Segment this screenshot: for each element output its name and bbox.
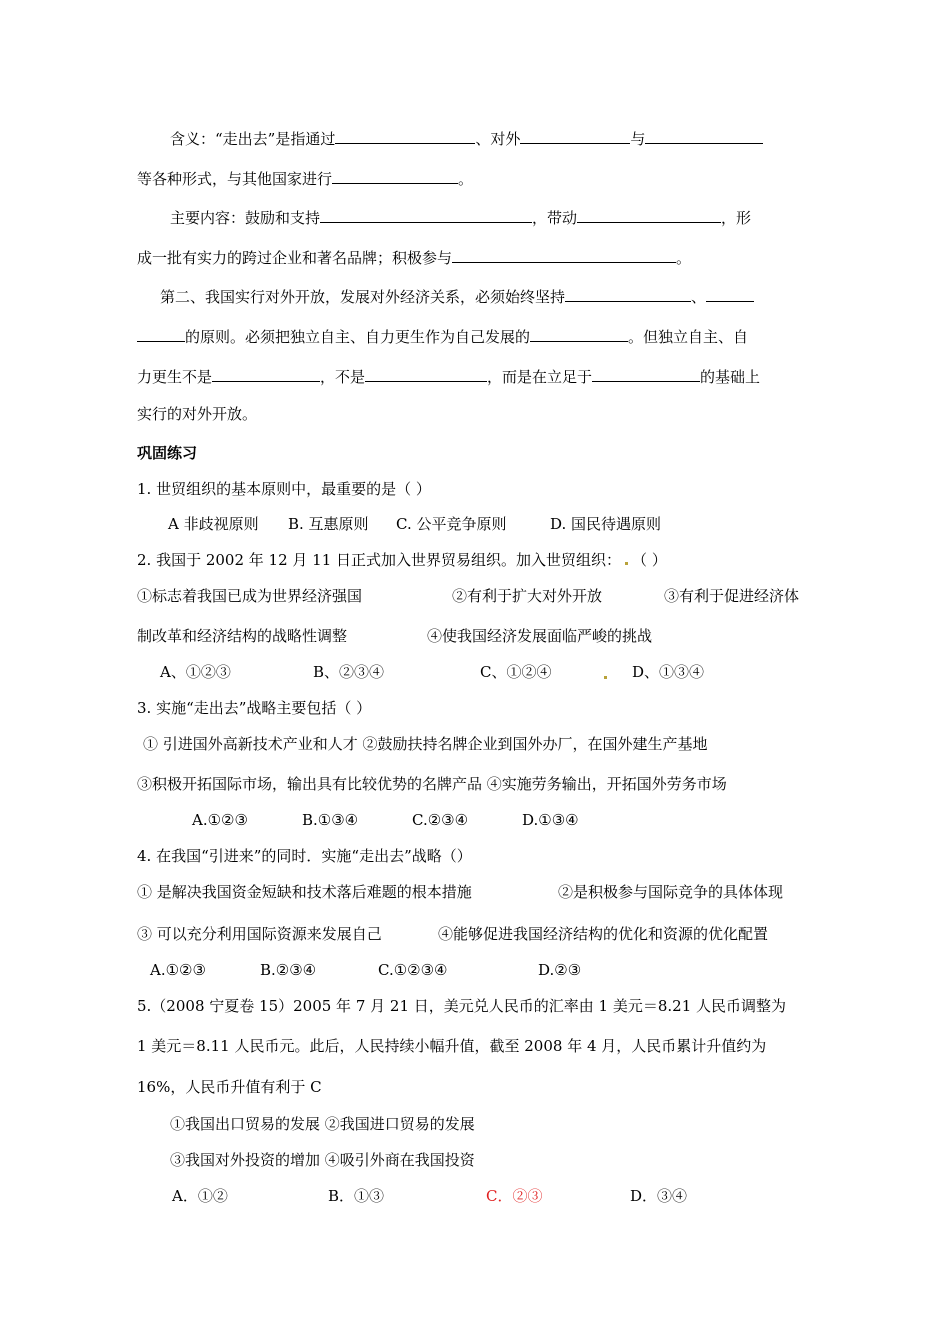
- text: ，形: [721, 209, 752, 227]
- q5-stem-line-3: 16%，人民币升值有利于 C: [137, 1078, 322, 1096]
- q5-option-a: A．①②: [172, 1187, 228, 1205]
- q5-stem-line-2: 1 美元＝8.11 人民币元。此后，人民持续小幅升值，截至 2008 年 4 月，人民币累计升值约为: [137, 1037, 767, 1055]
- q4-option-d: D.②③: [538, 961, 582, 979]
- blank: [332, 167, 458, 184]
- q2-option-d: D、①③④: [632, 663, 705, 681]
- q3-option-d: D.①③④: [522, 811, 579, 829]
- blank: [320, 206, 532, 223]
- blank: [565, 285, 691, 302]
- q2-statement-1: ①标志着我国已成为世界经济强国: [137, 587, 363, 605]
- q5-option-b: B．①③: [328, 1187, 385, 1205]
- text: 等各种形式，与其他国家进行: [137, 170, 333, 188]
- q4-statement-1: ① 是解决我国资金短缺和技术落后难题的根本措施: [137, 883, 472, 901]
- q3-stem: 3. 实施“走出去”战略主要包括（ ）: [137, 699, 372, 717]
- text: 含义：“走出去”是指通过: [170, 130, 336, 148]
- text: ，而是在立足于: [487, 368, 593, 386]
- text: 2. 我国于 2002 年 12 月 11 日正式加入世界贸易组织。加入世贸组织：: [137, 551, 622, 569]
- q3-option-c: C.②③④: [412, 811, 469, 829]
- q2-stem: [137, 550, 667, 570]
- blank: [520, 127, 630, 144]
- mark-dot: [604, 676, 607, 679]
- blank: [452, 246, 676, 263]
- meaning-line-1: [170, 127, 763, 149]
- text: 、: [691, 288, 707, 306]
- text: 第二、我国实行对外开放，发展对外经济关系，必须始终坚持: [160, 288, 566, 306]
- content-line-1: [170, 206, 751, 228]
- q5-option-c-answer: C．②③: [486, 1187, 543, 1205]
- q2-statement-2: ②有利于扩大对外开放: [452, 587, 603, 605]
- q4-stem: 4. 在我国“引进来”的同时．实施“走出去”战略（）: [137, 847, 472, 865]
- text: 主要内容：鼓励和支持: [170, 209, 321, 227]
- q3-option-a: A.①②③: [192, 811, 248, 829]
- blank: [592, 365, 700, 382]
- blank: [706, 285, 754, 302]
- q2-option-b: B、②③④: [313, 663, 385, 681]
- text: 与: [630, 130, 646, 148]
- second-line-4: 实行的对外开放。: [137, 405, 258, 423]
- q5-option-d: D．③④: [630, 1187, 688, 1205]
- q2-statement-3-cont: 制改革和经济结构的战略性调整: [137, 627, 348, 645]
- exercise-title: 巩固练习: [137, 444, 198, 462]
- second-line-3: [137, 365, 760, 387]
- q3-option-b: B.①③④: [302, 811, 359, 829]
- q5-stem-line-1: 5.（2008 宁夏卷 15）2005 年 7 月 21 日，美元兑人民币的汇率由 1 美元＝8.21 人民币调整为: [137, 997, 787, 1015]
- blank: [645, 127, 763, 144]
- q1-option-a: A 非歧视原则: [168, 515, 259, 533]
- q1-stem: 1. 世贸组织的基本原则中，最重要的是（ ）: [137, 480, 431, 498]
- mark-dot: [625, 562, 628, 565]
- q3-statements-1-2: ① 引进国外高新技术产业和人才 ②鼓励扶持名牌企业到国外办厂，在国外建生产基地: [143, 735, 708, 753]
- text: 。但独立自主、自: [628, 328, 749, 346]
- text: （ ）: [632, 551, 667, 569]
- content-line-2: [137, 246, 691, 268]
- blank: [577, 206, 721, 223]
- blank: [530, 325, 628, 342]
- q2-option-a: A、①②③: [160, 663, 231, 681]
- q4-option-a: A.①②③: [150, 961, 206, 979]
- q2-statement-4: ④使我国经济发展面临严峻的挑战: [427, 627, 653, 645]
- q1-option-c: C. 公平竞争原则: [396, 515, 507, 533]
- text: 。: [458, 170, 474, 188]
- text: 的基础上: [700, 368, 761, 386]
- text: ，带动: [532, 209, 578, 227]
- blank: [137, 325, 185, 342]
- blank: [335, 127, 475, 144]
- text: 力更生不是: [137, 368, 213, 386]
- q5-statements-3-4: ③我国对外投资的增加 ④吸引外商在我国投资: [170, 1151, 475, 1169]
- q4-option-b: B.②③④: [260, 961, 317, 979]
- second-line-2: [137, 325, 748, 347]
- q4-statement-2: ②是积极参与国际竞争的具体体现: [558, 883, 784, 901]
- q4-option-c: C.①②③④: [378, 961, 448, 979]
- q2-statement-3: ③有利于促进经济体: [664, 587, 800, 605]
- q4-statement-3: ③ 可以充分利用国际资源来发展自己: [137, 925, 382, 943]
- blank: [212, 365, 320, 382]
- text: ，不是: [320, 368, 366, 386]
- meaning-line-2: [137, 167, 473, 189]
- text: 。: [676, 249, 692, 267]
- q4-statement-4: ④能够促进我国经济结构的优化和资源的优化配置: [438, 925, 769, 943]
- q3-statements-3-4: ③积极开拓国际市场，输出具有比较优势的名牌产品 ④实施劳务输出，开拓国外劳务市场: [137, 775, 727, 793]
- q2-option-c: C、①②④: [480, 663, 552, 681]
- text: 、对外: [475, 130, 521, 148]
- text: 的原则。必须把独立自主、自力更生作为自己发展的: [185, 328, 531, 346]
- blank: [365, 365, 487, 382]
- text: 成一批有实力的跨过企业和著名品牌；积极参与: [137, 249, 453, 267]
- second-line-1: [160, 285, 754, 307]
- q5-statements-1-2: ①我国出口贸易的发展 ②我国进口贸易的发展: [170, 1115, 475, 1133]
- q1-option-b: B. 互惠原则: [288, 515, 369, 533]
- q1-option-d: D. 国民待遇原则: [550, 515, 662, 533]
